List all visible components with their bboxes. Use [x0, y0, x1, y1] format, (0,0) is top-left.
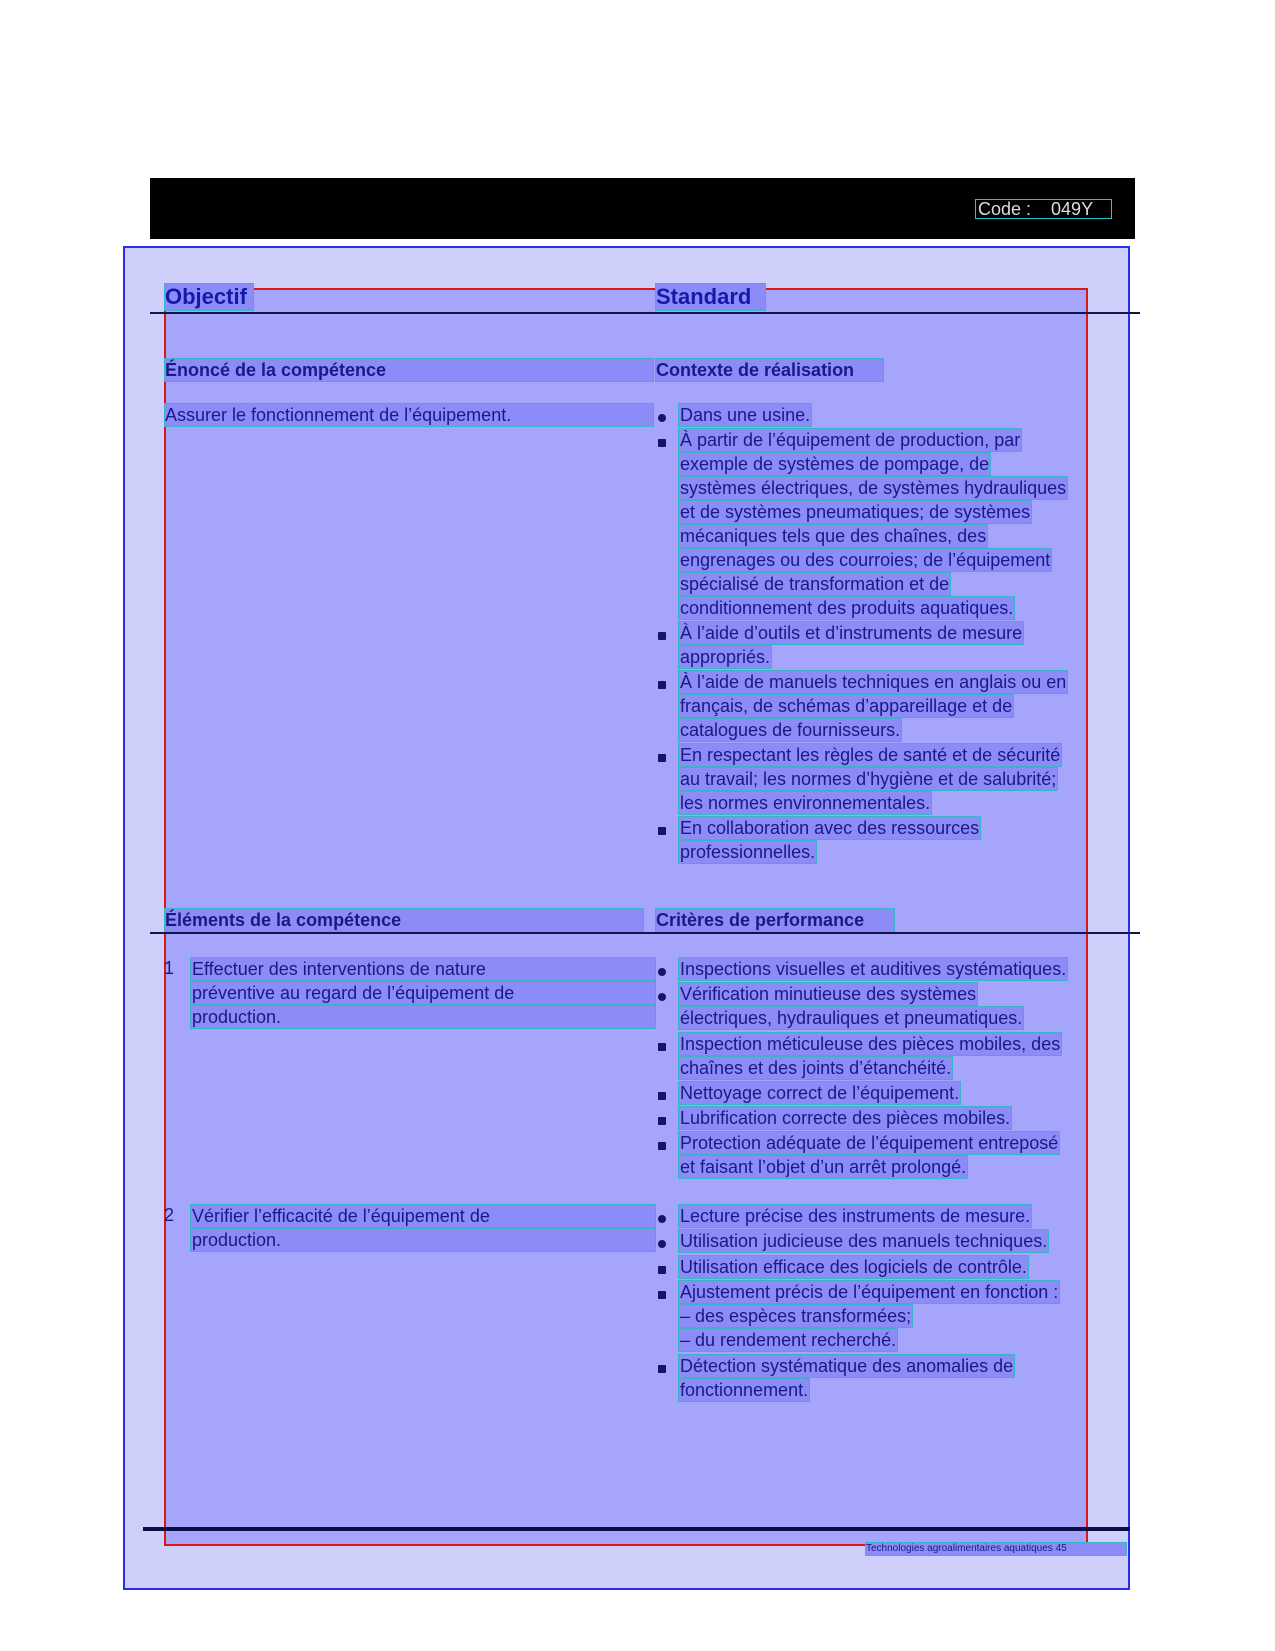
- criterion-line: Utilisation efficace des logiciels de contrôle.: [680, 1257, 1027, 1277]
- contexte-line: systèmes électriques, de systèmes hydrauliques: [680, 478, 1067, 498]
- bullet-icon: [658, 754, 666, 762]
- column-heading-standard: Standard: [655, 283, 766, 311]
- contexte-line: engrenages ou des courroies; de l’équipement: [680, 550, 1051, 570]
- criterion-line: électriques, hydrauliques et pneumatiques.: [680, 1008, 1023, 1028]
- contexte-line: En collaboration avec des ressources: [680, 818, 980, 838]
- criterion-line: Inspections visuelles et auditives systématiques.: [680, 959, 1067, 979]
- enonce-text: Assurer le fonctionnement de l’équipement.: [164, 403, 654, 427]
- element-number: 1: [164, 958, 175, 978]
- criterion-line: Ajustement précis de l’équipement en fonction :: [680, 1282, 1059, 1302]
- contexte-line: conditionnement des produits aquatiques.: [680, 598, 1014, 618]
- contexte-line: catalogues de fournisseurs.: [680, 720, 901, 740]
- criterion-line: – des espèces transformées;: [680, 1306, 912, 1326]
- element-line: Effectuer des interventions de nature: [190, 957, 656, 981]
- contexte-line: et de systèmes pneumatiques; de systèmes: [680, 502, 1031, 522]
- bullet-icon: [658, 1142, 666, 1150]
- elements-rule: [150, 932, 1140, 934]
- bullet-icon: [658, 1092, 666, 1100]
- criterion-line: Utilisation judicieuse des manuels techniques.: [680, 1231, 1048, 1251]
- bullet-icon: [658, 1215, 666, 1223]
- element-number: 2: [164, 1205, 175, 1225]
- criteria-heading: Critères de performance: [655, 908, 895, 932]
- criterion-line: Détection systématique des anomalies de: [680, 1356, 1014, 1376]
- bullet-icon: [658, 827, 666, 835]
- bullet-icon: [658, 681, 666, 689]
- contexte-line: À partir de l’équipement de production, par: [680, 430, 1021, 450]
- criterion-line: Lecture précise des instruments de mesure.: [680, 1206, 1031, 1226]
- contexte-line: À l’aide de manuels techniques en anglais ou en: [680, 672, 1067, 692]
- criterion-line: Lubrification correcte des pièces mobiles.: [680, 1108, 1011, 1128]
- column-heading-objectif: Objectif: [164, 283, 254, 311]
- bullet-icon: [658, 1365, 666, 1373]
- criterion-line: – du rendement recherché.: [680, 1330, 897, 1350]
- criterion-line: Protection adéquate de l’équipement entreposé: [680, 1133, 1059, 1153]
- contexte-line: exemple de systèmes de pompage, de: [680, 454, 990, 474]
- element-line: production.: [190, 1005, 656, 1029]
- header-rule: [150, 312, 1140, 314]
- contexte-line: spécialisé de transformation et de: [680, 574, 950, 594]
- bullet-icon: [658, 1043, 666, 1051]
- bullet-icon: [658, 1117, 666, 1125]
- element-line: Vérifier l’efficacité de l’équipement de: [190, 1204, 656, 1228]
- element-line: préventive au regard de l’équipement de: [190, 981, 656, 1005]
- bullet-icon: [658, 1266, 666, 1274]
- elements-heading: Éléments de la compétence: [164, 908, 644, 932]
- contexte-line: appropriés.: [680, 647, 771, 667]
- criterion-line: chaînes et des joints d’étanchéité.: [680, 1058, 952, 1078]
- bullet-icon: [658, 1291, 666, 1299]
- enonce-heading: Énoncé de la compétence: [164, 358, 654, 382]
- criterion-line: fonctionnement.: [680, 1380, 809, 1400]
- contexte-heading: Contexte de réalisation: [655, 358, 884, 382]
- criterion-line: et faisant l’objet d’un arrêt prolongé.: [680, 1157, 967, 1177]
- footer-text: Technologies agroalimentaires aquatiques 45: [865, 1542, 1127, 1556]
- contexte-line: les normes environnementales.: [680, 793, 931, 813]
- contexte-line: au travail; les normes d’hygiène et de salubrité;: [680, 769, 1057, 789]
- bullet-icon: [658, 632, 666, 640]
- bullet-icon: [658, 993, 666, 1001]
- element-line: production.: [190, 1228, 656, 1252]
- contexte-line: mécaniques tels que des chaînes, des: [680, 526, 987, 546]
- program-code: Code : 049Y: [975, 199, 1112, 219]
- contexte-line: En respectant les règles de santé et de sécurité: [680, 745, 1061, 765]
- criterion-line: Vérification minutieuse des systèmes: [680, 984, 977, 1004]
- footer-rule: [143, 1527, 1130, 1531]
- bullet-icon: [658, 1240, 666, 1248]
- criterion-line: Inspection méticuleuse des pièces mobiles, des: [680, 1034, 1061, 1054]
- bullet-icon: [658, 414, 666, 422]
- contexte-line: Dans une usine.: [680, 405, 811, 425]
- contexte-line: À l’aide d’outils et d’instruments de mesure: [680, 623, 1023, 643]
- criterion-line: Nettoyage correct de l’équipement.: [680, 1083, 960, 1103]
- contexte-line: professionnelles.: [680, 842, 816, 862]
- bullet-icon: [658, 439, 666, 447]
- bullet-icon: [658, 968, 666, 976]
- contexte-line: français, de schémas d’appareillage et de: [680, 696, 1013, 716]
